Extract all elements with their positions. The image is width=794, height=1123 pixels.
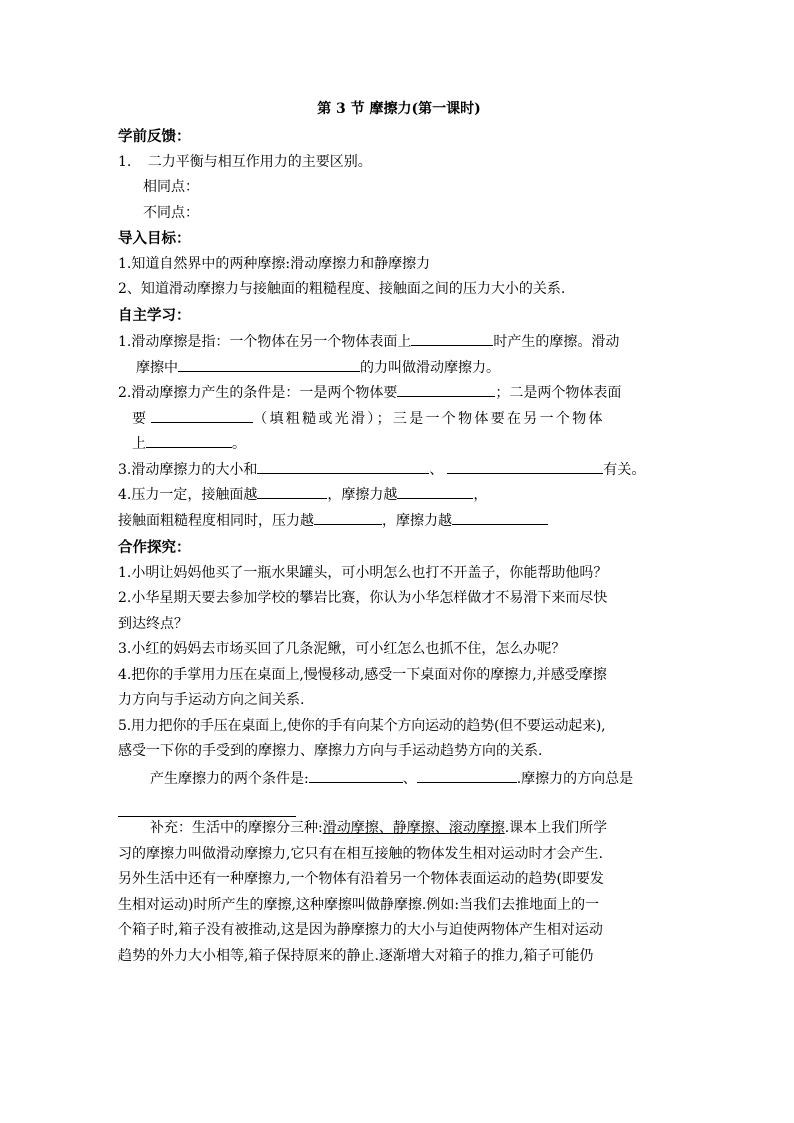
coop-conditions-line — [118, 765, 680, 791]
pre-question-1 — [118, 150, 680, 176]
blank-field[interactable] — [146, 430, 232, 448]
self-q2-text-f: 。 — [232, 436, 246, 452]
coop-q4-line2: 力方向与手运动方向之间关系. — [118, 692, 305, 708]
self-q3 — [118, 456, 680, 482]
self-q4-text-a: 4.压力一定，接触面越 — [118, 487, 258, 503]
coop-q1: 1.小明让妈妈他买了一瓶水果罐头，可小明怎么也打不开盖子，你能帮助他吗？ — [118, 564, 608, 581]
conditions-text-c: .摩擦力的方向总是 — [516, 770, 634, 787]
self-q2-text-c: 要 — [132, 410, 148, 427]
blank-field[interactable] — [151, 405, 253, 423]
blank-field[interactable] — [314, 507, 382, 525]
heading-pre-feedback: 学前反馈： — [118, 128, 191, 145]
blank-field[interactable] — [257, 481, 327, 499]
heading-self-study: 自主学习： — [118, 306, 191, 324]
self-q1-text-b: 时产生的摩擦。滑动 — [493, 334, 620, 350]
self-q4-text-c: ， — [473, 487, 488, 503]
blank-field[interactable] — [397, 379, 495, 397]
self-q4-line1 — [118, 481, 680, 507]
supplement-line4: 生相对运动)时所产生的摩擦,这种摩擦叫做静摩擦.例如:当我们去推地面上的一 — [118, 896, 600, 913]
goal-2: 2、知道滑动摩擦力与接触面的粗糙程度、接触面之间的压力大小的关系. — [118, 281, 566, 297]
page-title: 第 3 节 摩擦力(第一课时) — [317, 101, 481, 117]
conditions-text-b: 、 — [402, 770, 417, 787]
self-q4-text-b: ，摩擦力越 — [327, 487, 398, 503]
heading-goals: 导入目标： — [118, 230, 191, 247]
self-q1-text-a: 1.滑动摩擦是指：一个物体在另一个物体表面上 — [118, 334, 412, 350]
answer-underline[interactable] — [118, 816, 296, 817]
coop-q5-line2: 感受一下你的手受到的摩擦力、摩擦力方向与手运动趋势方向的关系. — [118, 743, 543, 759]
supplement-text-b: .课本上我们所学 — [504, 820, 608, 836]
self-q2-text-e: 上 — [132, 436, 146, 452]
supplement-line1 — [118, 816, 680, 842]
blank-field[interactable] — [411, 328, 493, 346]
q1-number: 1. — [118, 153, 132, 170]
q1-text: 二力平衡与相互作用力的主要区别。 — [147, 153, 372, 170]
self-q4-text-e: ，摩擦力越 — [382, 512, 452, 529]
blank-field[interactable] — [452, 507, 548, 525]
self-q1-text-d: 的力叫做滑动摩擦力。 — [360, 359, 500, 376]
diff-point-label: 不同点： — [143, 204, 199, 221]
spacer — [118, 790, 680, 808]
self-q2-line1 — [118, 379, 680, 405]
worksheet-page — [118, 94, 680, 969]
coop-q2-line2: 到达终点？ — [118, 615, 188, 632]
coop-q5-line1: 5.用力把你的手压在桌面上,使你的手有向某个方向运动的趋势(但不要运动起来), — [118, 717, 606, 734]
blank-field[interactable] — [397, 481, 473, 499]
same-point-label: 相同点： — [143, 179, 199, 195]
coop-q2-line1: 2.小华星期天要去参加学校的攀岩比赛，你认为小华怎样做才不易滑下来而尽快 — [118, 590, 608, 606]
blank-field[interactable] — [257, 456, 429, 474]
conditions-text-a: 产生摩擦力的两个条件是: — [150, 770, 309, 787]
self-q2-text-a: 2.滑动摩擦力产生的条件是：一是两个物体要 — [118, 385, 398, 401]
self-q2-line2 — [118, 405, 680, 431]
supplement-line3: 另外生活中还有一种摩擦力,一个物体有沿着另一个物体表面运动的趋势(即要发 — [118, 871, 604, 887]
supplement-text-a: 补充：生活中的摩擦分三种: — [150, 820, 323, 836]
coop-q3: 3.小红的妈妈去市场买回了几条泥鳅，可小红怎么也抓不住，怎么办呢？ — [118, 641, 566, 657]
supplement-underlined: 滑动摩擦、静摩擦、滚动摩擦 — [322, 820, 505, 836]
self-q1-text-c: 摩擦中 — [136, 359, 178, 376]
self-q3-text-b: 、 — [429, 461, 444, 478]
self-q2-text-b: ；二是两个物体表面 — [495, 385, 622, 401]
goal-1: 1.知道自然界中的两种摩擦:滑动摩擦力和静摩擦力 — [118, 255, 431, 272]
self-q4-text-d: 接触面粗糙程度相同时，压力越 — [118, 512, 314, 529]
supplement-line5: 个箱子时,箱子没有被推动,这是因为静摩擦力的大小与迫使两物体产生相对运动 — [118, 922, 603, 938]
self-q1-line1 — [118, 328, 680, 354]
blank-field[interactable] — [447, 456, 603, 474]
self-q2-line3 — [118, 430, 680, 456]
self-q3-text-c: 有关。 — [603, 461, 646, 478]
self-q3-text-a: 3.滑动摩擦力的大小和 — [118, 461, 258, 478]
supplement-line2: 习的摩擦力叫做滑动摩擦力,它只有在相互接触的物体发生相对运动时才会产生. — [118, 845, 603, 862]
blank-field[interactable] — [178, 354, 360, 372]
coop-q4-line1: 4.把你的手掌用力压在桌面上,慢慢移动,感受一下桌面对你的摩擦力,并感受摩擦 — [118, 666, 607, 683]
self-q1-line2 — [118, 354, 680, 380]
blank-field[interactable] — [417, 765, 517, 783]
supplement-line6: 趋势的外力大小相等,箱子保持原来的静止.逐渐增大对箱子的推力,箱子可能仍 — [118, 947, 594, 964]
blank-field[interactable] — [309, 765, 403, 783]
heading-cooperation: 合作探究： — [118, 539, 191, 556]
self-q4-line2 — [118, 507, 680, 533]
self-q2-text-d: （填粗糙或光滑）；三是一个物体要在另一个物体 — [253, 410, 605, 427]
